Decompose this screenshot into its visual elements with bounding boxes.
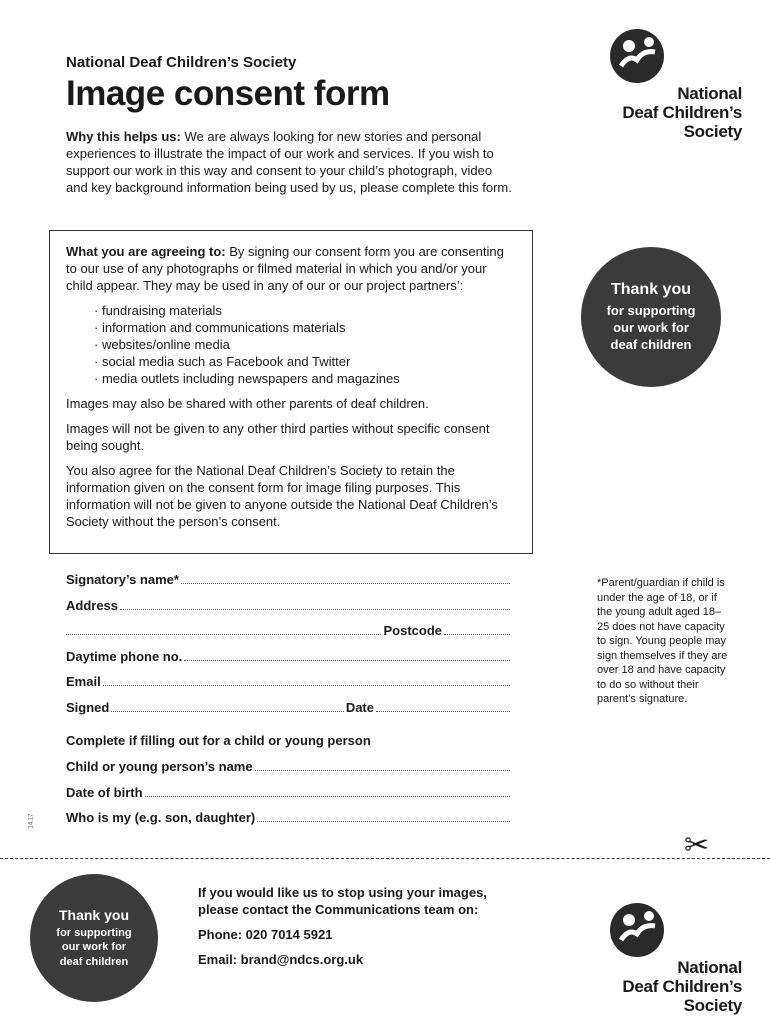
- thanks-line1-bottom: for supporting: [56, 926, 132, 939]
- email-line[interactable]: [103, 675, 510, 686]
- contact-email[interactable]: Email: brand@ndcs.org.uk: [198, 952, 364, 967]
- contact-phone: Phone: 020 7014 5921: [198, 927, 333, 942]
- relationship-line[interactable]: [257, 811, 510, 822]
- contact-intro: If you would like us to stop using your images, please contact the Communications team on:: [198, 885, 487, 917]
- phone-line[interactable]: [184, 650, 510, 661]
- guardian-note: *Parent/guardian if child is under the age of 18, or if the young adult aged 18–25 does not have capacity to sign. Young people may sign themselves if they are over 18 and have capacity to do so without their parent’s signature.: [597, 577, 728, 705]
- agree-text: By signing our consent form you are consenting to our use of any photographs or filmed material in which you and/or your child appear. They may be used in any of our or our project partners’:: [66, 244, 504, 293]
- agree-label: What you are agreeing to:: [66, 244, 226, 259]
- logo-line1-bottom: National: [677, 958, 742, 977]
- ndcs-logo-bottom: [612, 900, 742, 1015]
- signed-field[interactable]: [66, 700, 512, 726]
- postcode-label: Postcode: [383, 623, 442, 638]
- thanks-line3: deaf children: [610, 337, 692, 352]
- signatory-name-label: Signatory’s name*: [66, 572, 179, 587]
- thanks-title: Thank you: [610, 281, 691, 298]
- list-item: · media outlets including newspapers and magazines: [94, 370, 516, 387]
- email-field[interactable]: [66, 674, 512, 700]
- contact-block: [198, 884, 528, 976]
- thanks-title-bottom: Thank you: [58, 906, 129, 923]
- page-title: Image consent form: [66, 74, 390, 113]
- logo-mark-icon: [607, 900, 677, 958]
- phone-field[interactable]: [66, 649, 512, 675]
- agree-p3: Images will not be given to any other third parties without specific consent being sought.: [66, 421, 490, 453]
- ndcs-logo-top: [612, 26, 742, 141]
- agree-p4: You also agree for the National Deaf Children’s Society to retain the information given on the consent form for image filing purposes. This information will not be given to anyone outside the National Deaf Children’s Society without the person’s consent.: [66, 463, 498, 529]
- relationship-label: Who is my (e.g. son, daughter): [66, 810, 256, 825]
- dob-field[interactable]: [66, 785, 512, 811]
- list-item: · websites/online media: [94, 336, 516, 353]
- agreement-box: [49, 230, 533, 554]
- relationship-field[interactable]: [66, 810, 512, 836]
- signatory-name-field[interactable]: [66, 572, 512, 598]
- signed-label: Signed: [66, 699, 110, 715]
- uses-list: [66, 302, 516, 387]
- thanks-line1: for supporting: [606, 303, 696, 318]
- child-name-field[interactable]: [66, 759, 512, 785]
- dob-line[interactable]: [145, 786, 510, 797]
- logo-line2: Deaf Children’s: [622, 103, 742, 122]
- thank-you-badge: [581, 247, 721, 387]
- signatory-name-line[interactable]: [181, 573, 510, 584]
- thank-you-badge-bottom: [30, 874, 158, 1002]
- date-label: Date: [345, 699, 374, 715]
- logo-line1: National: [677, 84, 742, 103]
- logo-line3: Society: [683, 122, 742, 141]
- logo-mark-icon: [607, 26, 677, 84]
- child-name-label: Child or young person’s name: [66, 759, 253, 774]
- thanks-line2-bottom: our work for: [61, 941, 127, 954]
- date-line[interactable]: [376, 701, 510, 712]
- form-code: 14.17: [28, 813, 35, 829]
- agree-p2: Images may also be shared with other parents of deaf children.: [66, 396, 429, 411]
- intro-text: [66, 128, 516, 196]
- scissors-icon: ✂: [684, 829, 710, 862]
- intro-label: Why this helps us:: [66, 129, 181, 144]
- dob-label: Date of birth: [66, 784, 143, 800]
- signed-line[interactable]: [111, 701, 343, 712]
- address-line[interactable]: [120, 599, 510, 610]
- list-item: · fundraising materials: [94, 302, 516, 319]
- org-name: National Deaf Children’s Society: [66, 54, 297, 71]
- address-field[interactable]: [66, 598, 512, 624]
- postcode-line[interactable]: [444, 624, 510, 635]
- address-label: Address: [66, 597, 119, 613]
- phone-label: Daytime phone no.: [66, 648, 183, 664]
- child-section-heading: Complete if filling out for a child or young person: [66, 733, 371, 748]
- list-item: · information and communications materials: [94, 319, 516, 336]
- consent-fields: [66, 572, 512, 836]
- intro-body: We are always looking for new stories and personal experiences to illustrate the impact of our work and services. If you wish to support our work in this way and consent to your child’s photograph, video and key background information being used by us, please complete this form.: [66, 129, 512, 195]
- thanks-line3-bottom: deaf children: [59, 955, 129, 968]
- list-item: · social media such as Facebook and Twitter: [94, 353, 516, 370]
- cut-line: [0, 858, 770, 859]
- email-label: Email: [66, 674, 101, 689]
- address-line-2[interactable]: [66, 623, 512, 649]
- logo-line2-bottom: Deaf Children’s: [622, 977, 742, 996]
- thanks-line2: our work for: [613, 320, 689, 335]
- child-name-line[interactable]: [255, 760, 510, 771]
- address-line-2-dots[interactable]: [66, 624, 381, 635]
- logo-line3-bottom: Society: [683, 996, 742, 1015]
